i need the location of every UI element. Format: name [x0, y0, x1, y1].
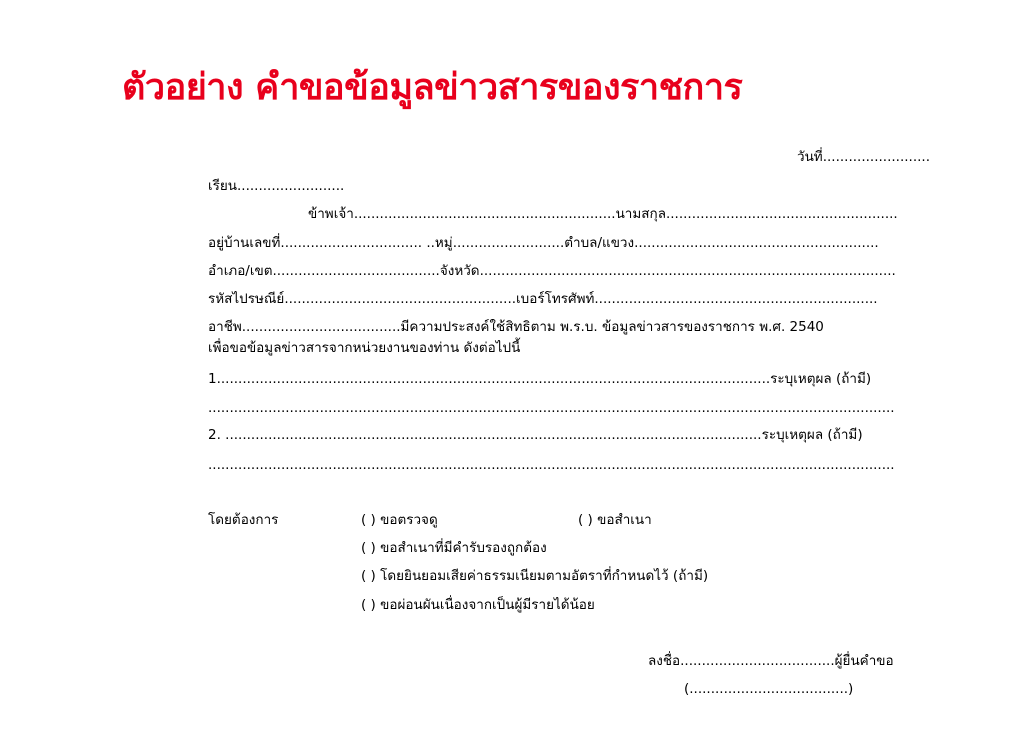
option-certified-copy-checkbox[interactable]: ( ) ขอสำเนาที่มีคำรับรองถูกต้อง: [361, 540, 547, 556]
to-field[interactable]: เรียน.........................: [208, 178, 345, 194]
postal-field-line[interactable]: รหัสไปรษณีย์......................................................เบอร์โทรศัพท์..................................................................: [208, 291, 878, 307]
option-copy-checkbox[interactable]: ( ) ขอสำเนา: [578, 512, 652, 528]
request-item-2[interactable]: 2. .............................................................................................................................ระบุเหตุผล (ถ้ามี): [208, 427, 863, 443]
occupation-field-line[interactable]: อาชีพ.....................................มีความประสงค์ใช้สิทธิตาม พ.ร.บ. ข้อมูลข่าวสารของราชการ พ.ศ. 2540: [208, 319, 824, 335]
district-field-line[interactable]: อำเภอ/เขต.......................................จังหวัด.................................................................................................: [208, 263, 896, 279]
name-field-line[interactable]: ข้าพเจ้า.............................................................นามสกุล......................................................: [308, 206, 898, 222]
document-title: ตัวอย่าง คำขอข้อมูลข่าวสารของราชการ: [122, 66, 743, 108]
options-label: โดยต้องการ: [208, 512, 279, 528]
request-item-1-continued[interactable]: ................................................................................................................................................................: [208, 400, 895, 416]
signature-name-field[interactable]: (.....................................): [684, 681, 854, 697]
option-inspect-checkbox[interactable]: ( ) ขอตรวจดู: [361, 512, 438, 528]
request-item-2-continued[interactable]: ................................................................................................................................................................: [208, 457, 895, 473]
request-item-1[interactable]: 1.................................................................................................................................ระบุเหตุผล (ถ้ามี): [208, 371, 872, 387]
request-intro-text: เพื่อขอข้อมูลข่าวสารจากหน่วยงานของท่าน ดังต่อไปนี้: [208, 340, 521, 356]
option-fee-waiver-checkbox[interactable]: ( ) ขอผ่อนผันเนื่องจากเป็นผู้มีรายได้น้อย: [361, 597, 595, 613]
option-accept-fee-checkbox[interactable]: ( ) โดยยินยอมเสียค่าธรรมเนียมตามอัตราที่กำหนดไว้ (ถ้ามี): [361, 568, 709, 584]
signature-line[interactable]: ลงชื่อ....................................ผู้ยื่นคำขอ: [648, 653, 894, 669]
date-field[interactable]: วันที่.........................: [797, 149, 930, 165]
address-field-line[interactable]: อยู่บ้านเลขที่................................. ..หมู่..........................ตำบล/แขวง.........................................................: [208, 235, 879, 251]
